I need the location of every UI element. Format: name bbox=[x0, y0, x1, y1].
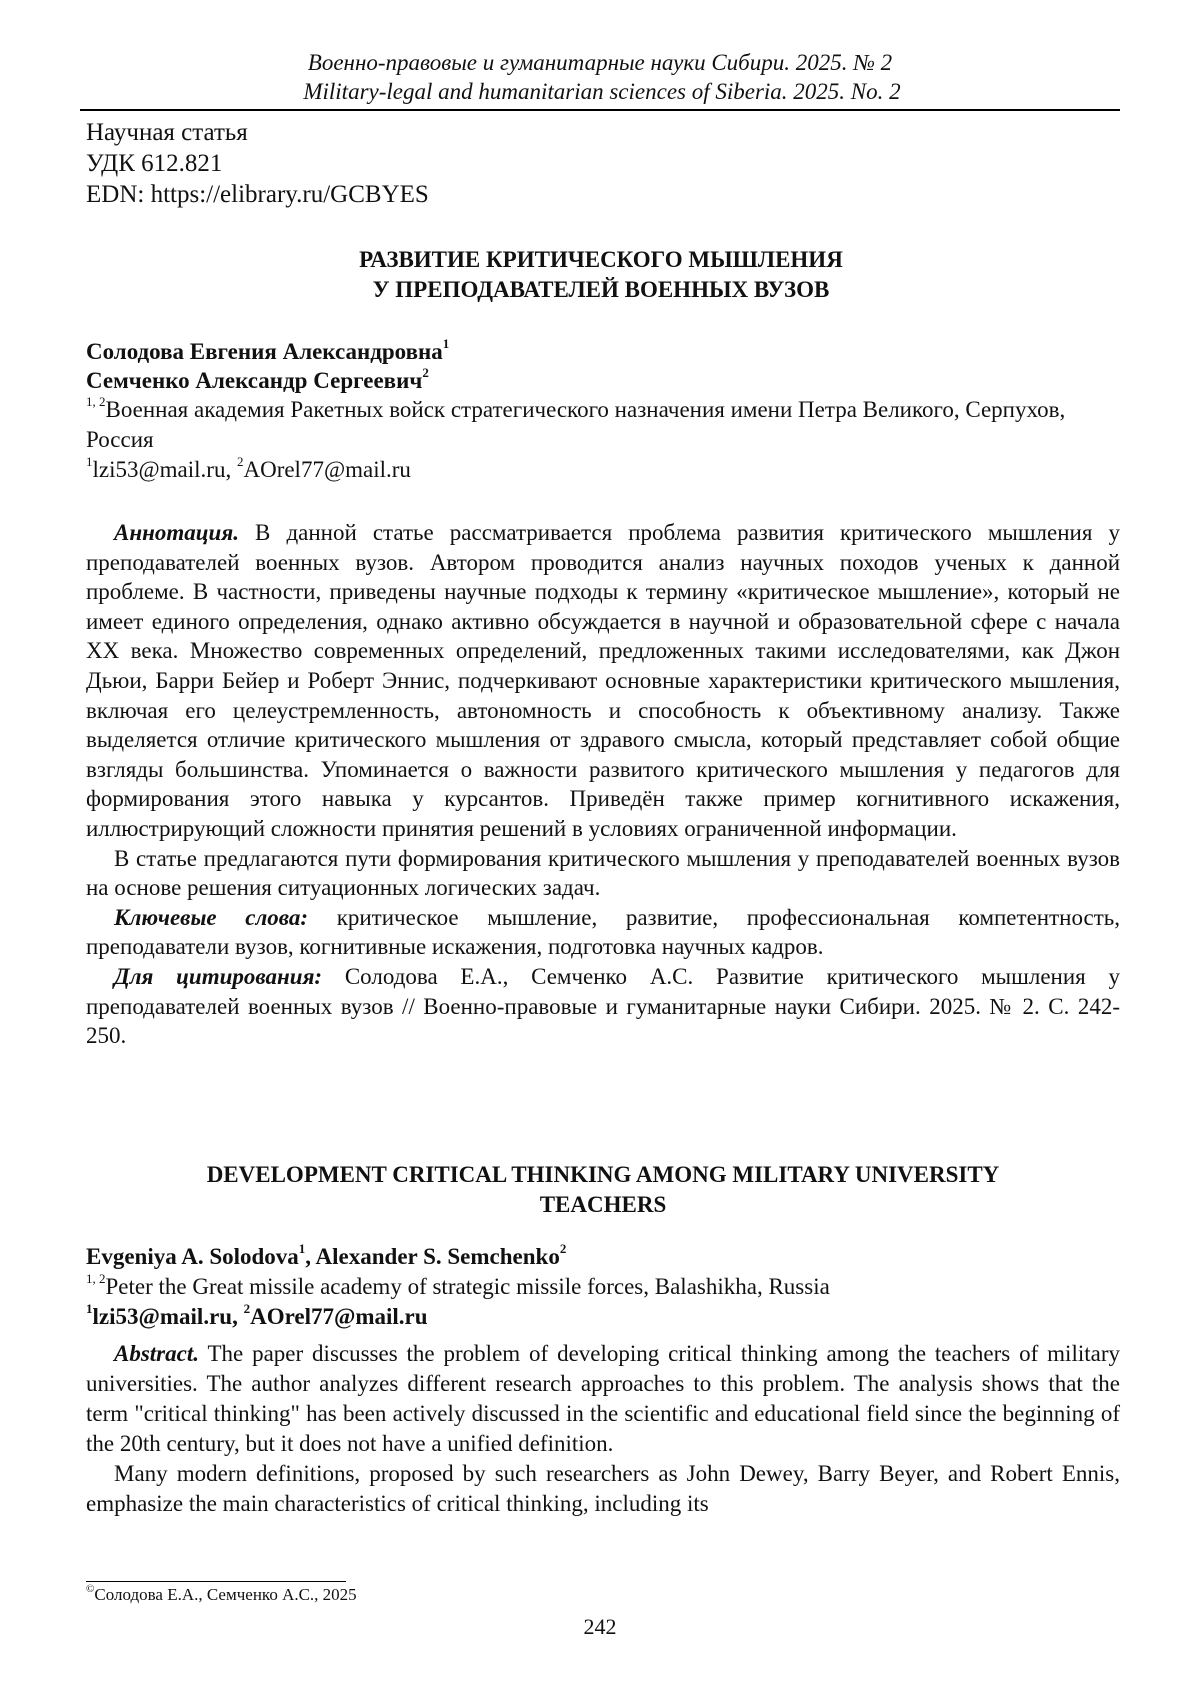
keywords-ru-text: критическое мышление, развитие, профессиональная компетентность, преподаватели вузов, когнитивные искажения, подготовка научных кадров. bbox=[86, 904, 1121, 960]
email-1-en-link[interactable]: lzi53@mail.ru, bbox=[92, 1304, 238, 1329]
email-2-sup: 2 bbox=[236, 454, 244, 470]
abstract-en-text: The paper discusses the problem of developing critical thinking among the teachers of military universities. The author analyzes different research approaches to this problem. The analysis shows that the term "critical thinking" has been actively discussed in the scientific and educational field since the beginning of the 20th century, but it does not have a unified definition. bbox=[86, 1341, 1120, 1456]
affiliation-en bbox=[86, 1272, 1120, 1302]
article-type: Научная статья bbox=[86, 119, 248, 146]
abstract-en-paragraph-1 bbox=[86, 1339, 1120, 1459]
emails-ru bbox=[86, 455, 1120, 484]
edn-link[interactable]: EDN: https://elibrary.ru/GCBYES bbox=[86, 181, 429, 208]
author-2-name: Семченко Александр Сергеевич bbox=[86, 368, 423, 393]
abstract-ru-paragraph-2: В статье предлагаются пути формирования критического мышления у преподавателей военных вузов на основе решения ситуационных логических задач. bbox=[86, 845, 1120, 901]
email-2-link[interactable]: AOrel77@mail.ru bbox=[243, 457, 411, 482]
abstract-en bbox=[86, 1339, 1120, 1519]
affiliation-sup: 1, 2 bbox=[86, 394, 106, 410]
affiliation-text: Военная академия Ракетных войск стратегического назначения имени Петра Великого, Серпухов, Россия bbox=[86, 397, 1066, 452]
citation-ru bbox=[86, 962, 1120, 1051]
email-1-link[interactable]: lzi53@mail.ru, bbox=[92, 457, 232, 482]
journal-header-en: Military-legal and humanitarian sciences of Siberia. 2025. No. 2 bbox=[303, 79, 901, 104]
abstract-ru-label: Аннотация. bbox=[114, 520, 239, 545]
authors-en bbox=[86, 1242, 1120, 1332]
author-separator: , bbox=[305, 1244, 316, 1269]
footnote-divider bbox=[86, 1581, 346, 1582]
abstract-ru-paragraph-1 bbox=[86, 518, 1120, 844]
page-number: 242 bbox=[583, 1614, 617, 1639]
title-ru-line-2: У ПРЕПОДАВАТЕЛЕЙ ВОЕННЫХ ВУЗОВ bbox=[372, 277, 830, 302]
author-1-name: Солодова Евгения Александровна bbox=[86, 339, 443, 364]
email-1-en-sup: 1 bbox=[86, 1301, 93, 1317]
title-en-line-1: DEVELOPMENT CRITICAL THINKING AMONG MILITARY UNIVERSITY bbox=[206, 1162, 1000, 1187]
title-en-line-2: TEACHERS bbox=[539, 1192, 667, 1217]
abstract-en-paragraph-2: Many modern definitions, proposed by such researchers as John Dewey, Barry Beyer, and Robert Ennis, emphasize the main characteristics of critical thinking, including its bbox=[86, 1461, 1120, 1516]
author-2-ru bbox=[86, 366, 1120, 395]
author-2-sup: 2 bbox=[422, 365, 429, 381]
author-1-sup: 1 bbox=[442, 336, 450, 352]
author-1-en-sup: 1 bbox=[298, 1241, 306, 1257]
journal-header bbox=[80, 48, 1120, 106]
emails-en bbox=[86, 1302, 1120, 1332]
copyright-symbol: © bbox=[86, 1583, 95, 1596]
keywords-ru-label: Ключевые слова: bbox=[114, 904, 309, 930]
authors-ru bbox=[86, 337, 1120, 484]
email-1-sup: 1 bbox=[86, 454, 93, 470]
email-2-en-link[interactable]: AOrel77@mail.ru bbox=[250, 1304, 428, 1329]
keywords-ru bbox=[86, 903, 1120, 962]
article-title-ru bbox=[86, 245, 1116, 305]
author-2-en: Alexander S. Semchenko bbox=[315, 1244, 560, 1269]
article-title-en bbox=[86, 1160, 1120, 1220]
author-names-en bbox=[86, 1242, 1120, 1272]
author-1-ru bbox=[86, 337, 1120, 366]
author-2-en-sup: 2 bbox=[559, 1241, 567, 1257]
affiliation-ru bbox=[86, 395, 1120, 455]
abstract-ru bbox=[86, 518, 1120, 1051]
citation-ru-text: Солодова Е.А., Семченко А.С. Развитие критического мышления у преподавателей военных вузов // Военно-правовые и гуманитарные науки Сибири. 2025. № 2. С. 242-250. bbox=[86, 963, 1120, 1049]
affiliation-en-sup: 1, 2 bbox=[86, 1271, 106, 1287]
affiliation-en-text: Peter the Great missile academy of strategic missile forces, Balashikha, Russia bbox=[105, 1274, 830, 1299]
copyright-footnote bbox=[86, 1584, 357, 1606]
citation-ru-label: Для цитирования: bbox=[114, 963, 323, 989]
abstract-en-label: Abstract. bbox=[114, 1341, 199, 1366]
journal-header-ru: Военно-правовые и гуманитарные науки Сибири. 2025. № 2 bbox=[307, 50, 893, 75]
abstract-ru-text: В данной статье рассматривается проблема развития критического мышления у преподавателей военных вузов. Автором проводится анализ научных походов ученых к данной проблеме. В частности, приведены научные подходы к термину «критическое мышление», который не имеет единого определения, однако активно обсуждается в научной и образовательной сфере с начала XX века. Множество современных определений, предложенных такими исследователями, как Джон Дьюи, Барри Бейер и Роберт Эннис, подчеркивают основные характеристики критического мышления, включая его целеустремленность, автономность и способность к объективному анализу. Также выделяется отличие критического мышления от здравого смысла, который представляет собой общие взгляды большинства. Упоминается о важности развитого критического мышления у педагогов для формирования этого навыка у курсантов. Приведён также пример когнитивного искажения, иллюстрирующий сложности принятия решений в условиях ограниченной информации. bbox=[86, 520, 1121, 841]
author-1-en: Evgeniya A. Solodova bbox=[86, 1244, 299, 1269]
article-meta bbox=[86, 117, 429, 210]
copyright-text: Солодова Е.А., Семченко А.С., 2025 bbox=[94, 1585, 357, 1604]
title-ru-line-1: РАЗВИТИЕ КРИТИЧЕСКОГО МЫШЛЕНИЯ bbox=[359, 247, 843, 272]
header-divider bbox=[80, 109, 1120, 111]
email-2-en-sup: 2 bbox=[243, 1301, 251, 1317]
udc-code: УДК 612.821 bbox=[86, 150, 223, 177]
